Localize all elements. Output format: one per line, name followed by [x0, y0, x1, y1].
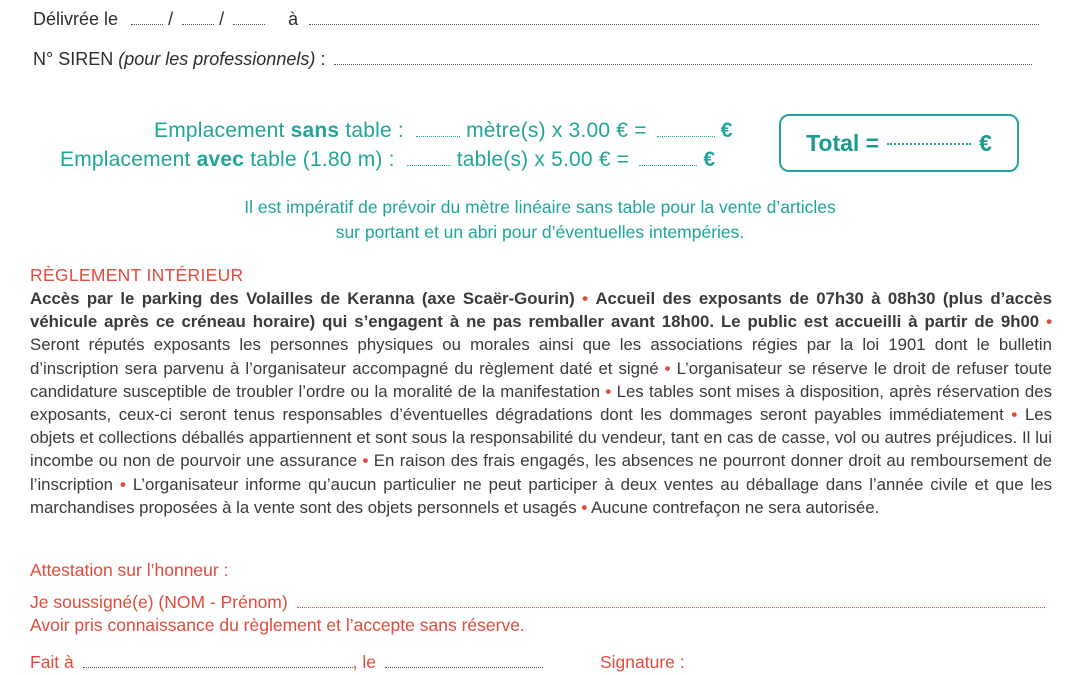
total-field[interactable]	[887, 142, 971, 145]
tables-field[interactable]	[407, 164, 451, 166]
siren-colon: :	[320, 49, 326, 69]
date-slash-1: /	[168, 9, 174, 29]
bullet-icon: •	[581, 497, 588, 517]
signature-label: Signature :	[600, 652, 685, 672]
reglement-title: RÈGLEMENT INTÉRIEUR	[30, 265, 244, 285]
total-currency: €	[979, 129, 992, 156]
name-label: Je soussigné(e) (NOM - Prénom)	[30, 592, 288, 612]
signed-date-field[interactable]	[385, 666, 543, 668]
name-row	[30, 592, 1045, 613]
row2-bold: avec	[196, 148, 245, 171]
reglement-absences: En raison des frais engagés, les absences ne pourront donner droit au remboursement de l’inscription	[30, 451, 1052, 494]
month-field[interactable]	[182, 23, 214, 25]
reglement-responsibility: Les objets et collections déballés appartiennent et sont sous la responsabilité du vendeur, tant en cas de casse, vol ou autres préjudices. Il lui incombe ou non de pourvoir une assurance	[30, 405, 1052, 471]
row1-prefix: Emplacement	[154, 119, 285, 142]
row2-prefix: Emplacement	[60, 148, 191, 171]
reglement-private-sellers: L’organisateur informe qu’aucun particulier ne peut participer à deux ventes au déballage dans l’année civile et que les marchandises proposées à la vente sont des objets personnels et usagés	[30, 474, 1052, 517]
day-field[interactable]	[131, 23, 163, 25]
siren-label: N° SIREN	[33, 49, 114, 69]
row1-currency: €	[720, 119, 733, 142]
row2-amount-field[interactable]	[639, 164, 697, 166]
reglement-access: Accès par le parking des Volailles de Keranna (axe Scaër-Gourin)	[30, 289, 575, 308]
bullet-icon: •	[1046, 312, 1052, 332]
year-field[interactable]	[233, 23, 265, 25]
bullet-icon: •	[605, 381, 612, 401]
name-field[interactable]	[297, 606, 1045, 608]
bullet-icon: •	[120, 474, 126, 494]
row1-unit: mètre(s) x 3.00 € =	[466, 119, 647, 142]
place-field[interactable]	[309, 23, 1039, 25]
meters-field[interactable]	[416, 135, 460, 137]
row1-suffix: table :	[345, 119, 404, 142]
bullet-icon: •	[1011, 405, 1018, 425]
reglement-tables: Les tables sont mises à disposition, après réservation des exposants, ceux-ci seront tenus responsables d’éventuelles dégradations dont les dommages seront payables immédiatement	[30, 381, 1052, 425]
place-label: Fait à	[30, 652, 74, 672]
accept-text: Avoir pris connaissance du règlement et l’accepte sans réserve.	[30, 615, 525, 635]
pricing-row-with-table	[60, 148, 715, 172]
notice-line-1: Il est impératif de prévoir du mètre linéaire sans table pour la vente d’articles	[244, 197, 836, 217]
date-label: , le	[352, 652, 377, 672]
siren-field[interactable]	[334, 63, 1032, 65]
delivered-row	[33, 9, 1039, 30]
at-label: à	[288, 9, 299, 29]
signed-place-field[interactable]	[83, 666, 353, 668]
row2-unit: table(s) x 5.00 € =	[456, 148, 630, 171]
bullet-icon: •	[664, 358, 671, 378]
delivered-label: Délivrée le	[33, 9, 119, 29]
pricing-row-without-table	[154, 119, 733, 143]
row1-amount-field[interactable]	[657, 135, 715, 137]
reglement-counterfeit: Aucune contrefaçon ne sera autorisée.	[590, 497, 880, 517]
row1-bold: sans	[290, 119, 340, 142]
reglement-refusal: L’organisateur se réserve le droit de refuser toute candidature susceptible de troubler l’ordre ou la moralité de la manifestation	[30, 358, 1052, 401]
total-label: Total =	[806, 129, 880, 156]
total-box	[779, 114, 1019, 172]
bullet-icon: •	[362, 451, 369, 471]
row2-currency: €	[703, 148, 716, 171]
reglement-body	[30, 287, 1052, 519]
bullet-icon: •	[582, 289, 589, 308]
reglement-schedule: Accueil des exposants de 07h30 à 08h30 (plus d’accès véhicule après ce créneau horaire) qui s’engagent à ne pas remballer avant 18h00. Le public est accueilli à partir de 9h00	[30, 289, 1052, 332]
siren-row	[33, 49, 1032, 70]
attestation-title: Attestation sur l’honneur :	[30, 560, 229, 580]
row2-suffix: table (1.80 m) :	[250, 148, 395, 171]
place-date-row	[30, 652, 543, 673]
siren-note: (pour les professionnels)	[118, 49, 316, 69]
notice-line-2: sur portant et un abri pour d’éventuelles intempéries.	[335, 222, 745, 242]
reglement-exhibitors: Seront réputés exposants les personnes physiques ou morales ainsi que les associations régies par la loi 1901 dont le bulletin d’inscription sera parvenu à l’organisateur accompagné du règlement daté et signé	[30, 335, 1052, 378]
date-slash-2: /	[219, 9, 225, 29]
